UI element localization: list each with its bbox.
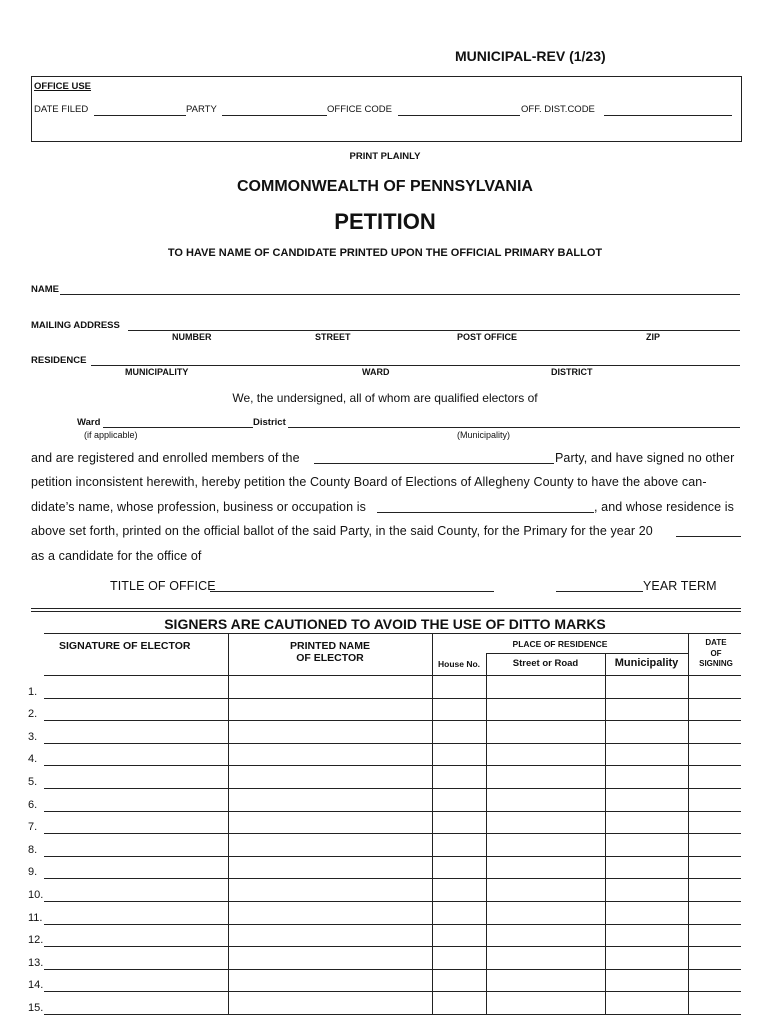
electors-intro: We, the undersigned, all of whom are qualified electors of bbox=[232, 391, 538, 405]
para-line-1b: Party, and have signed no other bbox=[555, 451, 735, 465]
th-printed-name bbox=[228, 640, 432, 664]
print-plainly: PRINT PLAINLY bbox=[349, 151, 421, 162]
ditto-caution: SIGNERS ARE CAUTIONED TO AVOID THE USE OF DITTO MARKS bbox=[164, 616, 606, 632]
row-line bbox=[44, 698, 741, 699]
off-dist-code-label: OFF. DIST.CODE bbox=[521, 104, 595, 115]
col-divider-5 bbox=[688, 633, 689, 1014]
form-code: MUNICIPAL-REV (1/23) bbox=[455, 48, 606, 64]
para-line-3a: didate’s name, whose profession, business or occupation is bbox=[31, 500, 366, 514]
petition-title: PETITION bbox=[334, 209, 436, 234]
row-number: 15. bbox=[28, 1002, 44, 1014]
row-number: 9. bbox=[28, 866, 38, 879]
district-label: District bbox=[253, 417, 286, 428]
residence-ward-label: WARD bbox=[362, 367, 390, 377]
row-number: 8. bbox=[28, 843, 38, 856]
para-line-2: petition inconsistent herewith, hereby petition the County Board of Elections of Allegheny County to have the above can- bbox=[31, 475, 707, 489]
commonwealth-title: COMMONWEALTH OF PENNSYLVANIA bbox=[237, 178, 533, 195]
row-line bbox=[44, 1014, 741, 1015]
row-line bbox=[44, 946, 741, 947]
row-number: 11. bbox=[28, 911, 43, 924]
year-term-label: YEAR TERM bbox=[643, 579, 717, 593]
municipality-note: (Municipality) bbox=[457, 430, 511, 440]
residence-district-label: DISTRICT bbox=[551, 367, 593, 377]
row-line bbox=[44, 878, 741, 879]
row-line bbox=[44, 811, 741, 812]
row-number: 5. bbox=[28, 776, 38, 788]
row-line bbox=[44, 788, 741, 789]
th-date-line3: SIGNING bbox=[699, 659, 733, 668]
residence-sub-line bbox=[486, 653, 688, 654]
row-number: 4. bbox=[28, 753, 38, 766]
mailing-zip-label: ZIP bbox=[646, 332, 661, 342]
row-line bbox=[44, 991, 741, 992]
if-applicable-note: (if applicable) bbox=[84, 430, 138, 440]
row-number: 13. bbox=[28, 956, 44, 969]
office-code-label: OFFICE CODE bbox=[327, 104, 392, 115]
row-line bbox=[44, 720, 741, 721]
th-house-no: House No. bbox=[437, 659, 481, 669]
office-use-title: OFFICE USE bbox=[34, 81, 92, 92]
para-line-1a: and are registered and enrolled members of the bbox=[31, 451, 300, 465]
residence-municipality-label: MUNICIPALITY bbox=[125, 367, 189, 377]
table-header-bottom bbox=[44, 675, 741, 676]
petition-subtitle: TO HAVE NAME OF CANDIDATE PRINTED UPON THE OFFICIAL PRIMARY BALLOT bbox=[167, 247, 603, 259]
party-label: PARTY bbox=[186, 104, 217, 115]
residence-label: RESIDENCE bbox=[31, 355, 87, 366]
mailing-street-label: STREET bbox=[315, 332, 351, 342]
th-date-line2: OF bbox=[710, 648, 722, 658]
th-printed-name-line1: PRINTED NAME bbox=[290, 640, 370, 652]
th-date-line1: DATE bbox=[705, 638, 727, 647]
row-line bbox=[44, 765, 741, 766]
th-signature: SIGNATURE OF ELECTOR bbox=[59, 640, 191, 652]
row-line bbox=[44, 856, 741, 857]
name-label: NAME bbox=[31, 284, 59, 295]
row-number: 2. bbox=[28, 708, 38, 721]
th-municipality: Municipality bbox=[614, 657, 679, 669]
th-place-of-residence: PLACE OF RESIDENCE bbox=[512, 639, 608, 649]
ward-label: Ward bbox=[77, 417, 101, 428]
col-divider-2 bbox=[432, 633, 433, 1014]
table-top-line bbox=[44, 633, 741, 634]
mailing-number-label: NUMBER bbox=[172, 332, 212, 342]
th-street-or-road: Street or Road bbox=[512, 658, 579, 669]
mailing-post-office-label: POST OFFICE bbox=[457, 332, 518, 342]
row-line bbox=[44, 833, 741, 834]
row-line bbox=[44, 901, 741, 902]
row-number: 14. bbox=[28, 979, 44, 992]
col-divider-1 bbox=[228, 633, 229, 1014]
date-filed-label: DATE FILED bbox=[34, 104, 89, 115]
row-number: 3. bbox=[28, 730, 38, 743]
th-printed-name-line2: OF ELECTOR bbox=[296, 652, 364, 664]
row-number: 7. bbox=[28, 821, 38, 834]
row-number: 6. bbox=[28, 798, 38, 811]
row-number: 1. bbox=[28, 685, 38, 698]
row-number: 10. bbox=[28, 889, 44, 901]
row-line bbox=[44, 743, 741, 744]
title-of-office-label: TITLE OF OFFICE bbox=[110, 579, 216, 593]
para-line-4: above set forth, printed on the official ballot of the said Party, in the said County, for the Primary for the year 20 bbox=[31, 524, 653, 538]
mailing-address-label: MAILING ADDRESS bbox=[31, 320, 120, 331]
row-line bbox=[44, 924, 741, 925]
row-line bbox=[44, 969, 741, 970]
th-date-of-signing bbox=[688, 638, 744, 670]
row-number: 12. bbox=[28, 934, 44, 947]
para-line-3b: , and whose residence is bbox=[594, 500, 734, 514]
para-line-5: as a candidate for the office of bbox=[31, 549, 202, 563]
